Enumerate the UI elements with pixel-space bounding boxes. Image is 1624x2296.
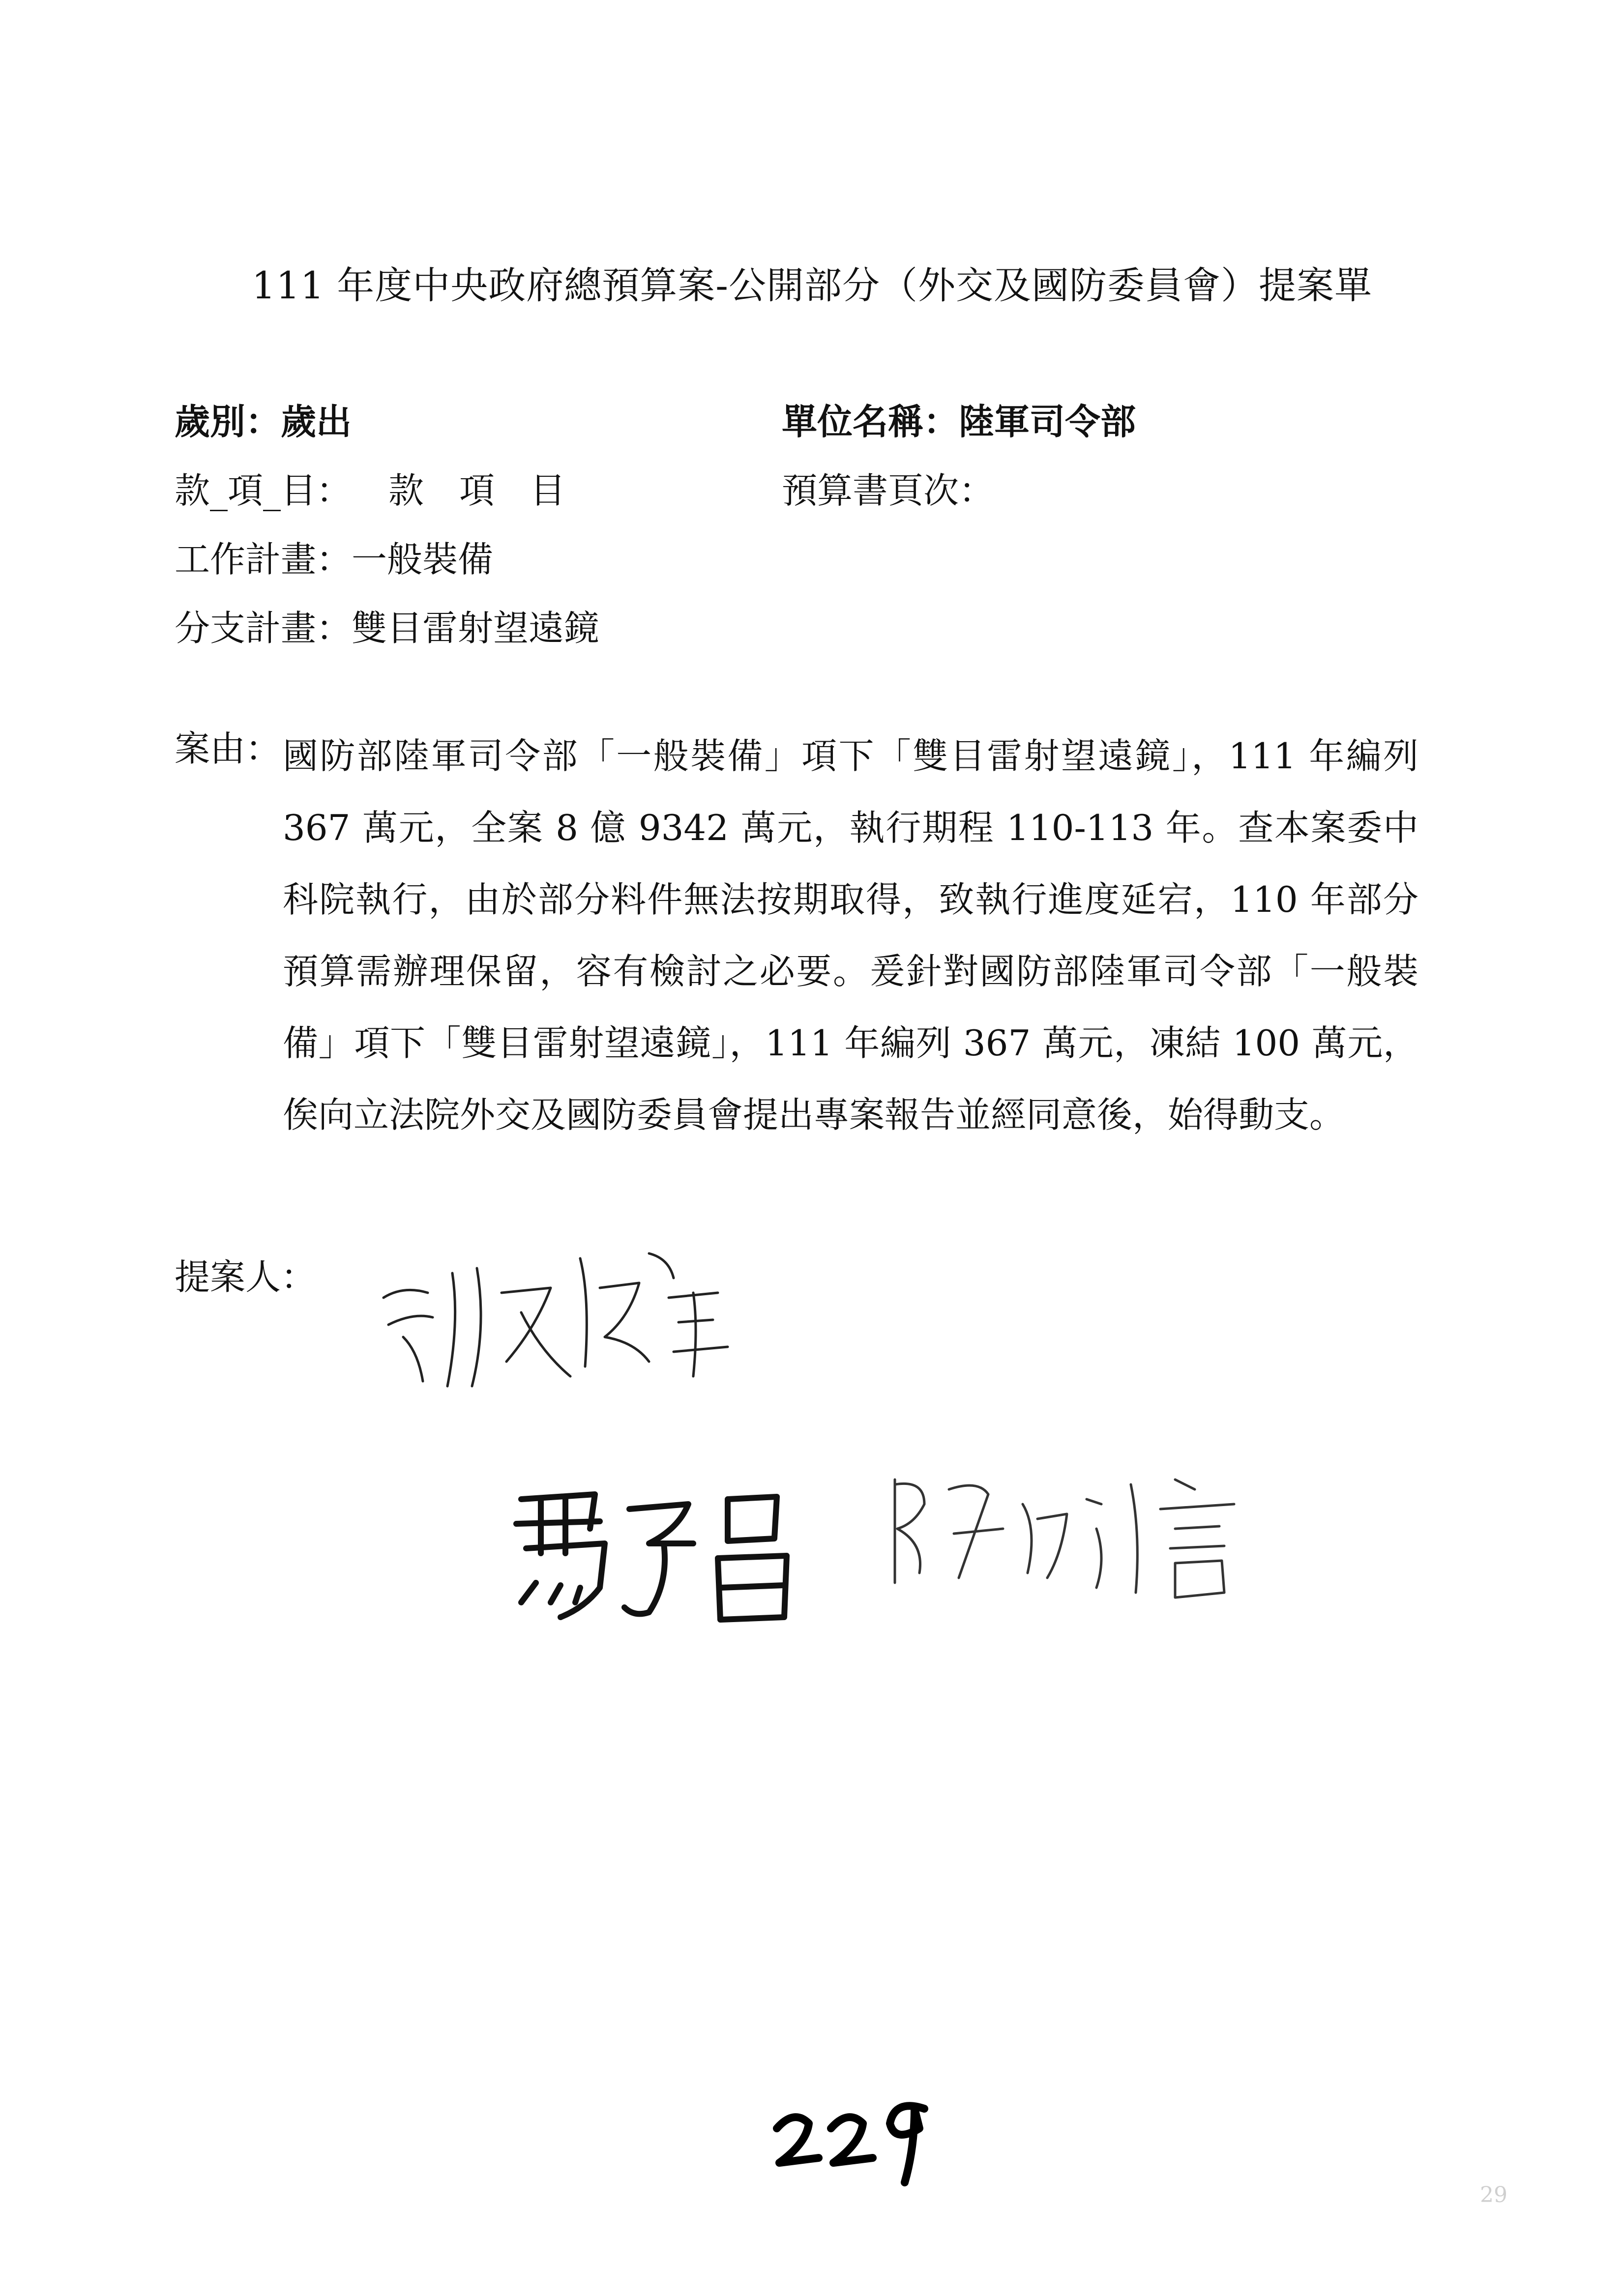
signature-1 — [374, 1239, 797, 1396]
sub-plan-field: 分支計畫：雙目雷射望遠鏡 — [175, 608, 600, 649]
signature-2 — [502, 1470, 856, 1637]
faint-page-mark: 29 — [1480, 2182, 1507, 2208]
item-path-label: 款_項_目： — [175, 470, 352, 511]
case-text: 國防部陸軍司令部「一般裝備」項下「雙目雷射望遠鏡」，111 年編列 367 萬元，全案 8 億 9342 萬元，執行期程 110-113 年。查本案委中科院執行，由於部分料件無法按期取得，致執行進度延宕，110 年部分預算需辦理保留，容有檢討之必要。爰針對國防部陸軍司令部「一般裝備」項下「雙目雷射望遠鏡」，111 年編列 367 萬元，凍結 100 萬元，俟向立法院外交及國防委員會提出專案報告並經同意後，始得動支。 — [283, 735, 1418, 1135]
unit-field: 單位名稱：陸軍司令部 — [782, 401, 1136, 442]
signature-3 — [880, 1460, 1273, 1607]
case-label: 案由： — [175, 728, 281, 769]
page-title: 111 年度中央政府總預算案-公開部分（外交及國防委員會）提案單 — [252, 263, 1372, 307]
proposer-label: 提案人： — [175, 1256, 317, 1298]
category-field: 歲別：歲出 — [175, 401, 352, 442]
work-plan-field: 工作計畫：一般裝備 — [175, 539, 494, 580]
item-path-value: 款 項 目 — [388, 470, 566, 511]
budget-page-field: 預算書頁次： — [782, 470, 995, 511]
handwritten-page-number — [767, 2089, 944, 2187]
